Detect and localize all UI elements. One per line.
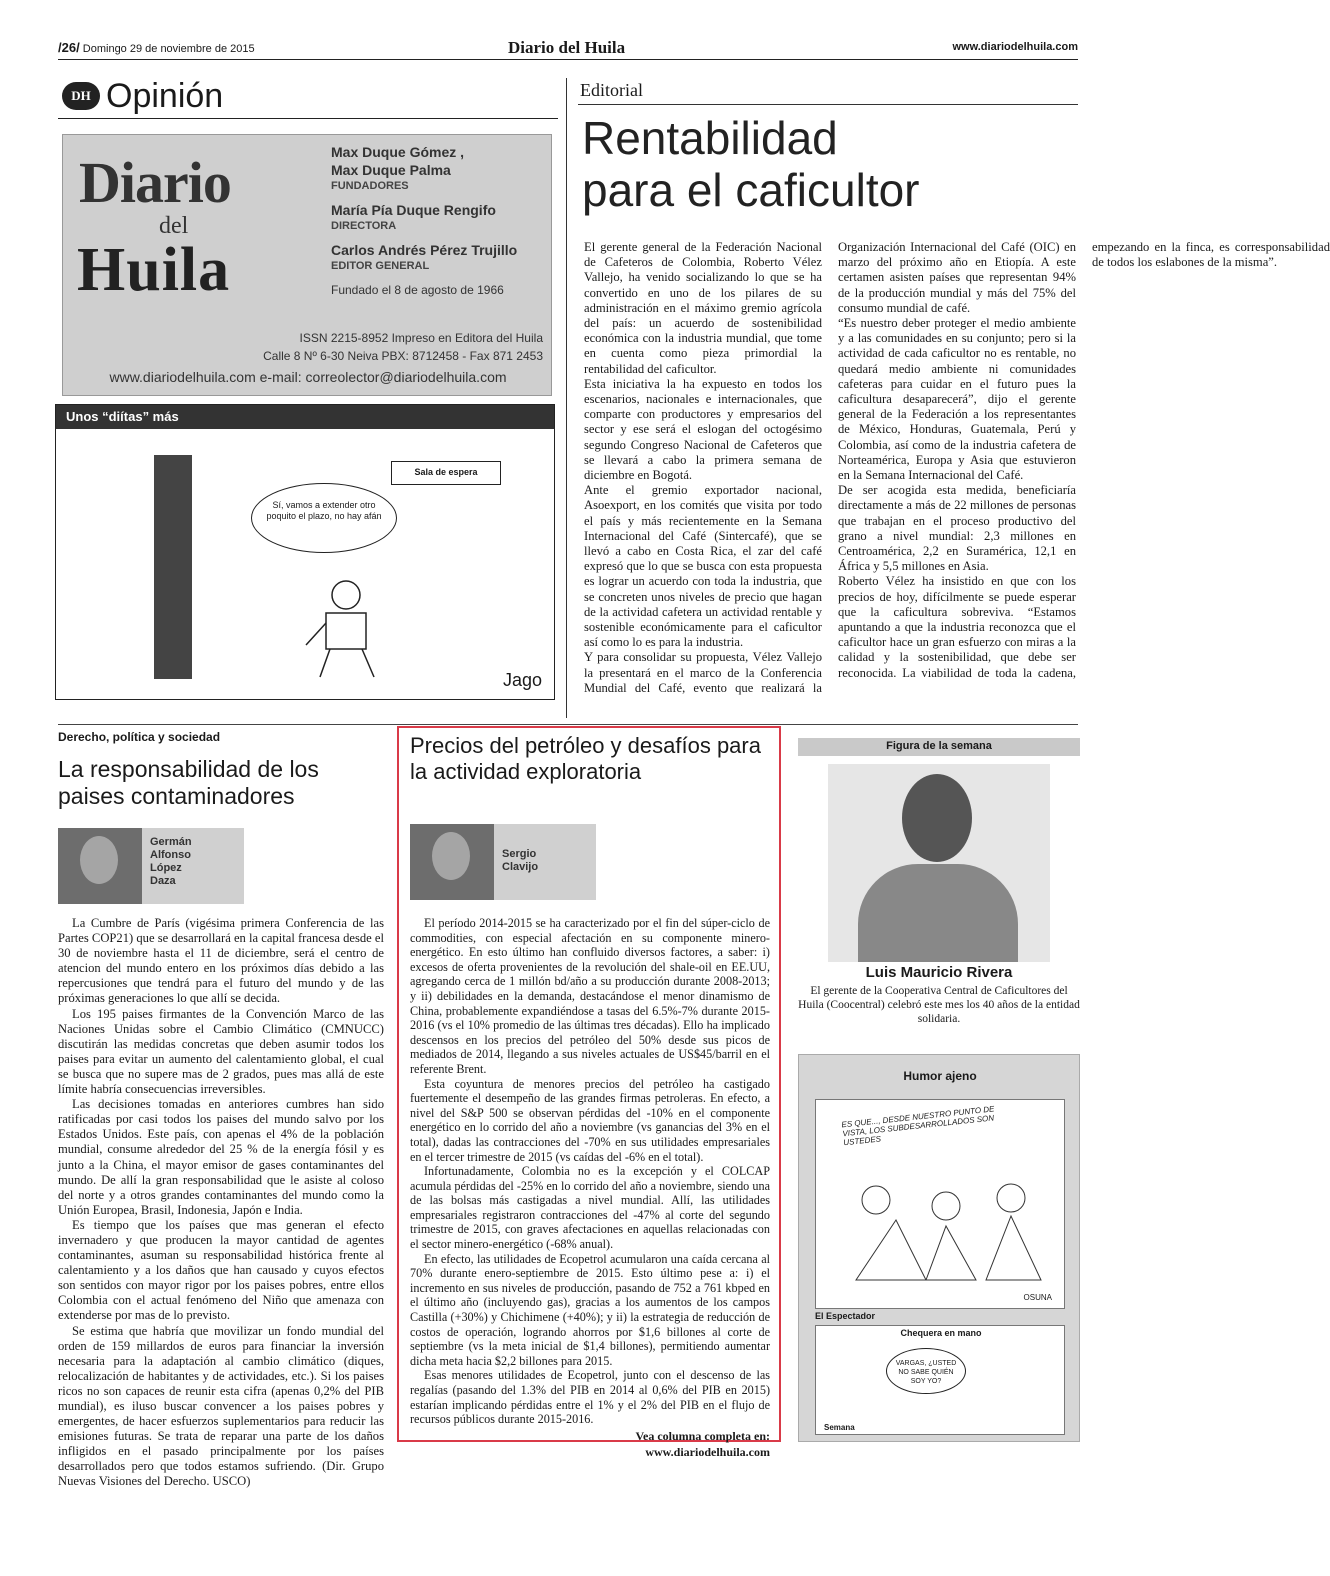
staff-role: EDITOR GENERAL [331,260,430,272]
person-photo [828,764,1050,962]
cartoon-title: Chequera en mano [900,1328,982,1338]
cartoon-source: El Espectador [815,1311,876,1321]
paragraph: Y para consolidar su propuesta, Vélez Vallejo la presentará en el marco de la Conferencia Mundial del Café, evento que realizará la Organización Internacional del Café (OIC) en marzo del próximo año en Etiopía. A este certamen asisten países que representan 94% de la producción mundial y más del 75% del consumo mundial de café. [584,240,1076,695]
character-illustration [286,565,406,685]
paragraph: Esta coyuntura de menores precios del petróleo ha castigado fuertemente el desempeño de las grandes firmas petroleras. En efecto, a nivel del S&P 500 se observan pérdidas del -10% en el componente energético en lo corrido del año a noviembre (vs ganancias del 3% en el total), dadas las contracciones del -70% en sus utilidades empresariales en el tercer trimestre de 2015 (vs caídas del -6% en el total). [410,1076,770,1164]
divider [58,118,558,119]
article-body [58,916,384,1490]
more-link[interactable]: www.diariodelhuila.com [645,1444,770,1459]
staff-list [331,143,551,299]
door-illustration [154,455,192,679]
divider [566,78,567,718]
cartoon-text: ES QUE..., DESDE NUESTRO PUNTO DE VISTA, LOS SUBDESARROLLADOS SON USTEDES [841,1104,995,1148]
staff-role: DIRECTORA [331,220,397,232]
page-header [58,38,1078,60]
cartoon-title: Unos “diítas” más [56,405,554,429]
website[interactable]: www.diariodelhuila.com [952,41,1078,53]
masthead-logo: Diario [79,150,231,215]
person-name: Luis Mauricio Rivera [865,964,1013,981]
paragraph: Infortunadamente, Colombia no es la excepción y el COLCAP acumula pérdidas del -25% en lo corrido del año a noviembre, siendo una de las bolsas más castigadas a nivel mundial. Allí, las utilidades empresariales registraron contracciones del -47% al corte del segundo trimestre de 2015, con graves afectaciones en aquellas relacionadas con el sector minero-energético (-68% anual). [410,1164,770,1252]
speech-bubble: Sí, vamos a extender otro poquito el plazo, no hay afán [251,483,397,553]
editorial-title: Rentabilidad para el caficultor [582,112,920,216]
editor-name: Carlos Andrés Pérez Trujillo [331,242,518,258]
masthead [62,134,552,396]
paragraph: De ser acogida esta medida, beneficiaría directamente a más de 22 millones de personas que trabajan en el proceso productivo del grano a nivel mundial: 2,3 millones en Centroamérica, 2,2 en Suramérica, 12,1 en África y 5,5 millones en Asia. [838,483,1076,574]
paragraph: La Cumbre de París (vigésima primera Conferencia de las Partes COP21) que se desarrollará en la capital francesa desde el 30 de noviembre hasta el 11 de diciembre, será el centro de atencion del mundo entero en los próximos días debido a las repercusiones que tendrá para el futuro del mundo y de las próximas generaciones lo que allí se decida. [58,916,384,1006]
cartoon-source: Semana [824,1423,855,1432]
author-box [58,828,244,904]
masthead-logo: del [159,213,189,239]
paragraph: Ante el gremio exportador nacional, Asoexport, en los comités que visita por todo el país y más recientemente en la Semana Internacional del Café (Sintercafé), que se llevó a cabo en Costa Rica, el zar del café expresó que lo que se busca con esta propuesta es lograr un acuerdo con toda la industria, que se concreten unos niveles de precio que hagan de la actividad cafetera un actividad rentable y sostenible económicamente para el caficultor así como lo es para la industria. [584,483,822,650]
article-body [410,916,770,1459]
paragraph: Es tiempo que los países que mas generan el efecto invernadero y que producen la mayor cantidad de agentes contaminantes, asuman su responsabilidad histórica frente al calentamiento y a los daños que han causado y cuyos efectos son sentidos con mayor rigor por los paises pobres, entre ellos Colombia con el actual fenómeno del Niño que amenaza con extenderse por mas de lo previsto. [58,1217,384,1323]
box-title: Humor ajeno [903,1069,977,1083]
figure-of-week [798,738,1080,1030]
paragraph: Esta iniciativa la ha expuesto en todos los escenarios, nacionales e internacionales, que comparte con productores y empresarios del sector y ese será el eslogan del octogésimo segundo Congreso Nacional de Cafeteros que se llevará a cabo la primera semana de diciembre en Bogotá. [584,376,822,483]
speech-bubble: VARGAS, ¿USTED NO SABE QUIÉN SOY YO? [886,1348,966,1394]
author-name: Germán Alfonso López Daza [150,836,192,887]
founded-date: Fundado el 8 de agosto de 1966 [331,283,504,297]
author-name: Sergio Clavijo [502,848,539,873]
paragraph: Se estima que habría que movilizar un fondo mundial del orden de 159 millardos de euros para financiar la inversión necesaria para la adaptación al cambio climático (diques, relocalización de habitantes y de actividades, etc.). Si los paises ricos no son capaces de reunir esta cifra (apenas 0,2% del PIB mundial), es iluso buscar convencer a los paises pobres y emergentes, de hacer esfuerzos suplementarios para reducir las emisiones futuras. Se trata de reparar una parte de los daños infligidos en el pasado principalmente por los países desarrollados pero que todos estamos sufriendo. (Dir. Grupo Nuevas Visiones del Derecho. USCO) [58,1323,384,1489]
contact-line: www.diariodelhuila.com e-mail: correolector@diariodelhuila.com [109,369,507,385]
cartoon-artist: Jago [502,670,542,690]
staff-role: FUNDADORES [331,180,409,192]
cartoon-drawing [836,1170,1046,1290]
page-info: /26/ Domingo 29 de noviembre de 2015 [58,40,255,55]
photo-caption: El gerente de la Cooperativa Central de Caficultores del Huila (Coocentral) celebró este mes los 40 años de la entidad solidaria. [798,985,1080,1025]
author-photo [410,824,494,900]
editorial-kicker: Editorial [580,80,643,100]
divider [58,724,1078,725]
paragraph: Roberto Vélez ha insistido en que con los precios de hoy, difícilmente se puede esperar que la caficultura sobreviva. “Estamos apuntando a que la industria reconozca que el caficultor hace un gran esfuerzo con miras a la calidad y la sostenibilidad, que debe ser reconocida. La viabilidad de toda la cadena, empezando en la finca, es corresponsabilidad de todos los eslabones de la misma”. [838,240,1330,680]
issn: ISSN 2215-8952 Impreso en Editora del Huila [299,331,543,345]
author-box [410,824,596,900]
masthead-logo: Huila [77,236,231,304]
editorial-body [584,240,1330,710]
article-title: La responsabilidad de los paises contaminadores [58,756,319,809]
paragraph: “Es nuestro deber proteger el medio ambiente y a las comunidades en su conjunto; pero si la actividad de cada caficultor no es rentable, no quedará medio ambiente ni comunidades cafeteras para cuidar en el futuro pues la caficultura desaparecerá”, dijo el gerente general de la Federación a los representantes de México, Honduras, Guatemala, Perú y Colombia, así como de la industria cafetera de Norteamérica, Europa y Asia que estuvieron en la Semana Internacional del Café. [838,316,1076,483]
divider [578,104,1078,105]
editorial-cartoon [55,404,555,700]
article-title: Precios del petróleo y desafíos para la actividad exploratoria [410,733,761,784]
paragraph: Las decisiones tomadas en anteriores cumbres han sido ratificadas por casi todos los paises del mundo salvo por los Estados Unidos. Este país, con apenas el 4% de la población mundial, consume alrededor del 25 % de la energía fósil y es junto a la China, el mayor emisor de gases contaminantes del mundo. De allí la gran responsabilidad que le asiste al coloso del norte y a otros grandes contaminantes del mundo como la Unión Europea, Brasil, Indonesia, Japón e India. [58,1097,384,1217]
section-header [62,76,223,116]
paragraph: Esas menores utilidades de Ecopetrol, junto con el descenso de las regalías (pasando del 1.3% del PIB en 2014 al 0,6% del PIB en 2015) estarían implicando pérdidas entre el 1% y el 2% del PIB en el flujo de recursos públicos durante 2015-2016. [410,1368,770,1427]
humor-box [798,1054,1080,1442]
paragraph: En efecto, las utilidades de Ecopetrol acumularon una caída cercana al 70% durante enero-septiembre de 2015. Esto último pese a: i) el incremento en sus niveles de producción, pasando de 752 a 761 kbped en el último año (incluyendo gas), gracias a los aumentos de los campos Castilla (+30%) y Chichimene (+40%); y ii) la estrategia de reducción de costos de operación, logrando ahorros por $1,6 billones al corte de septiembre (vs la meta inicial de $1,4 billones), permitiendo aumentar dicha meta hacia $2,2 billones para 2015. [410,1251,770,1368]
founder-name: Max Duque Gómez , [331,144,465,160]
founder-name: Max Duque Palma [331,162,451,178]
address: Calle 8 Nº 6-30 Neiva PBX: 8712458 - Fax 871 2453 [263,349,543,363]
dh-logo-icon: DH [62,82,100,110]
more-label: Vea columna completa en: [635,1428,770,1443]
director-name: María Pía Duque Rengifo [331,202,496,218]
paragraph: El período 2014-2015 se ha caracterizado por el fin del súper-ciclo de commodities, con especial afectación en su componente minero-energético. En esto último han confluido diversos factores, a saber: i) excesos de oferta provenientes de la revolución del shale-oil en EE.UU, agregando cerca de 1 millón bd/año a su producción durante 2008-2013; y ii) debilidades en la demanda, destacándose el menor dinamismo de China, probablemente expandiéndose a tasas del 6.5%-7% durante 2015-2016 (vs el 10% promedio de las últimas tres décadas). Ello ha implicado descensos en los precios del petróleo del 50% desde sus picos de mediados de 2014, llegando a sus niveles actuales de US$45/barril en el referente Brent. [410,916,770,1076]
column-kicker: Derecho, política y sociedad [58,730,221,744]
cartoon-artist: OSUNA [1023,1293,1052,1302]
cartoon-sign: Sala de espera [391,461,501,485]
cartoon-illustration [815,1099,1065,1309]
box-title: Figura de la semana [798,738,1080,756]
section-title: Opinión [106,76,224,115]
author-photo [58,828,142,904]
paragraph: Los 195 paises firmantes de la Convención Marco de las Naciones Unidas sobre el Cambio Climático (CMNUCC) discutirán las medidas concretas que deben asumir todos los paises para evitar un aumento del calentamiento global, el cual se busca que no supere mas de 2 grados, pues mas allá de este límite habría consecuencias irreversibles. [58,1006,384,1097]
paper-name: Diario del Huila [508,38,626,57]
cartoon-illustration [815,1325,1065,1435]
paragraph: El gerente general de la Federación Nacional de Cafeteros de Colombia, Roberto Vélez Vallejo, ha venido socializando lo que se ha convertido en uno de los pilares de su administración en el máximo gremio agrícola del país: un acuerdo de sostenibilidad económica con la industria mundial, que tome en cuenta como pieza primordial la rentabilidad del caficultor. [584,240,822,376]
